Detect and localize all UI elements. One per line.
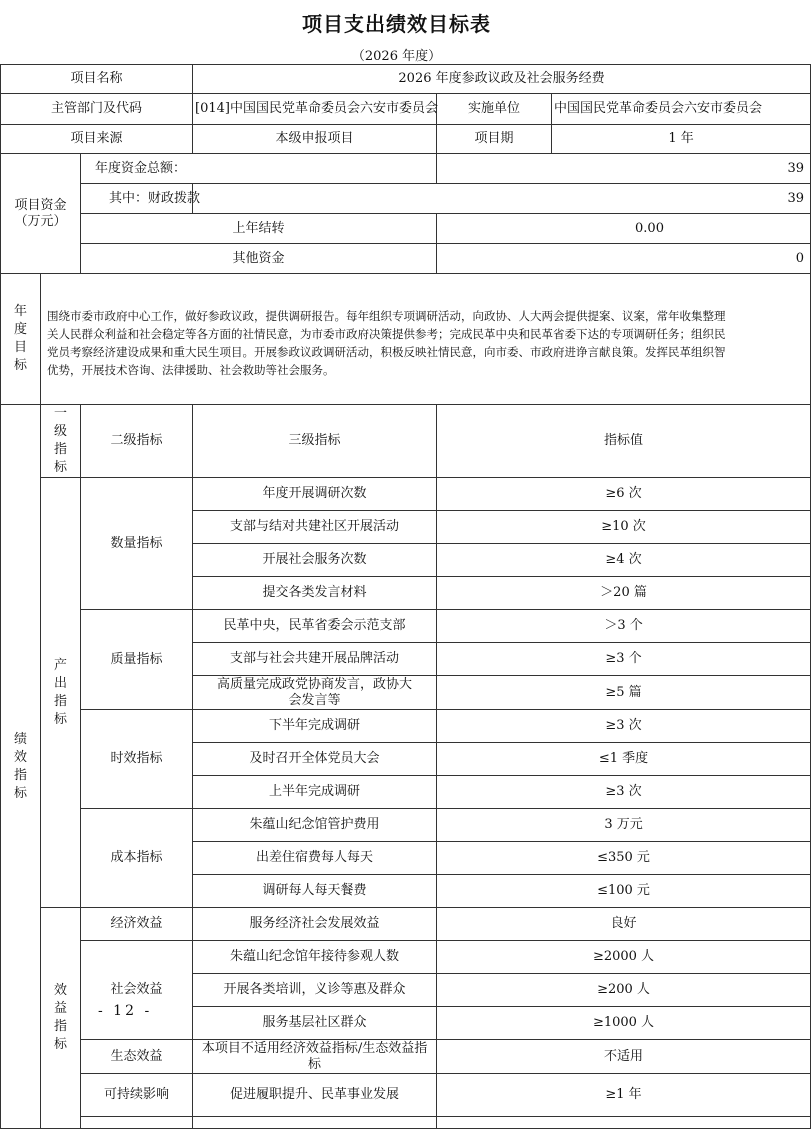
indicator-name: 提交各类发言材料 <box>193 577 437 610</box>
header-value: 指标值 <box>437 405 811 478</box>
indicator-value: 不适用 <box>437 1040 811 1074</box>
indicator-value: ＞3 个 <box>437 610 811 643</box>
indicator-value: ≥1000 人 <box>437 1007 811 1040</box>
indicator-value: ≥4 次 <box>437 544 811 577</box>
impl-value: 中国国民党革命委员会六安市委员会 <box>552 94 811 125</box>
funds-label-text: 项目资金 <box>14 197 67 213</box>
social-label-text: 社会效益 <box>110 982 163 997</box>
goal-line: 关人民群众利益和社会稳定等各方面的社情民意，为市委市政府决策提供参考；完成民革中央和民革省委下达的专项调研任务；组织民 <box>47 327 726 341</box>
indicator-name: 朱蕴山纪念馆年接待参观人数 <box>193 941 437 974</box>
year-subtitle: （2026 年度） <box>351 49 442 64</box>
indicator-name: 支部与社会共建开展品牌活动 <box>193 643 437 676</box>
project-name-label: 项目名称 <box>1 65 193 94</box>
indicator-name: 下半年完成调研 <box>193 710 437 743</box>
carry-label: 上年结转 <box>81 214 437 244</box>
indicator-value: ≤1 季度 <box>437 743 811 776</box>
indicator-value: ≥10 次 <box>437 511 811 544</box>
indicator-name: 服务基层社区群众 <box>193 1007 437 1040</box>
indicator-value: ≤100 元 <box>437 875 811 908</box>
total-funds-value: 39 <box>437 154 811 184</box>
indicator-value: ≥2000 人 <box>437 941 811 974</box>
indicator-value: ＞20 篇 <box>437 577 811 610</box>
indicator-value: ≥6 次 <box>437 478 811 511</box>
annual-goal-label: 年度目标 <box>1 274 41 405</box>
indicator-name: 上半年完成调研 <box>193 776 437 809</box>
indicator-value: ≥5 篇 <box>437 676 811 710</box>
indicator-name: 本项目不适用经济效益指标/生态效益指标 <box>193 1040 437 1074</box>
indicator-name: 出差住宿费每人每天 <box>193 842 437 875</box>
indicator-value: ≥3 次 <box>437 776 811 809</box>
output-indicator-label: 产出指标 <box>41 478 81 908</box>
funds-label <box>1 154 81 274</box>
funds-unit: （万元） <box>14 213 67 229</box>
indicator-name: 调研每人每天餐费 <box>193 875 437 908</box>
impl-label: 实施单位 <box>437 94 552 125</box>
total-funds-label: 年度资金总额： <box>81 154 437 184</box>
carry-value: 0.00 <box>437 214 811 244</box>
effect-indicator-label: 效益指标 <box>41 908 81 1129</box>
cost-label: 成本指标 <box>81 809 193 908</box>
indicator-value: ≥1 年 <box>437 1074 811 1117</box>
period-value: 1 年 <box>552 125 811 154</box>
indicator-value: ≥3 次 <box>437 710 811 743</box>
indicator-value: 3 万元 <box>437 809 811 842</box>
indicator-name: 服务经济社会发展效益 <box>193 908 437 941</box>
indicator-name: 朱蕴山纪念馆管护费用 <box>193 809 437 842</box>
indicator-name: 开展各类培训，义诊等惠及群众 <box>193 974 437 1007</box>
goal-line: 优势，开展技术咨询、法律援助、社会救助等社会服务。 <box>47 363 335 377</box>
header-level1: 一级指标 <box>41 405 81 478</box>
indicator-name: 民革中央，民革省委会示范支部 <box>193 610 437 643</box>
source-value: 本级申报项目 <box>193 125 437 154</box>
other-label: 其他资金 <box>81 244 437 274</box>
other-value: 0 <box>437 244 811 274</box>
quantity-label: 数量指标 <box>81 478 193 610</box>
goal-line: 围绕市委市政府中心工作，做好参政议政，提供调研报告。每年组织专项调研活动，向政协、人大两会提供提案、议案，常年收集整理 <box>47 309 726 323</box>
performance-table <box>0 64 811 1129</box>
economic-label: 经济效益 <box>81 908 193 941</box>
dept-value: [014]中国国民党革命委员会六安市委员会 <box>193 94 437 125</box>
indicator-name: 促进履职提升、民革事业发展 <box>193 1074 437 1117</box>
quality-label: 质量指标 <box>81 610 193 710</box>
fiscal-label: 其中：财政拨款 <box>81 184 193 214</box>
header-level2: 二级指标 <box>81 405 193 478</box>
goal-line: 党员考察经济建设成果和重大民生项目。开展参政议政调研活动，积极反映社情民意，向市委、市政府进诤言献良策。发挥民革组织智 <box>47 345 726 359</box>
timeliness-label: 时效指标 <box>81 710 193 809</box>
period-label: 项目期 <box>437 125 552 154</box>
indicator-name: 及时召开全体党员大会 <box>193 743 437 776</box>
header-level3: 三级指标 <box>193 405 437 478</box>
fiscal-value: 39 <box>193 184 811 214</box>
page-title: 项目支出绩效目标表 <box>302 12 491 36</box>
ecological-label: 生态效益 <box>81 1040 193 1074</box>
project-name-value: 2026 年度参政议政及社会服务经费 <box>193 65 811 94</box>
dept-label: 主管部门及代码 <box>1 94 193 125</box>
source-label: 项目来源 <box>1 125 193 154</box>
annual-goal-text <box>41 274 811 405</box>
indicator-value: ≤350 元 <box>437 842 811 875</box>
indicator-value: ≥3 个 <box>437 643 811 676</box>
sustainability-label: 可持续影响 <box>81 1074 193 1117</box>
perf-indicator-label: 绩效指标 <box>1 405 41 1129</box>
indicator-name: 开展社会服务次数 <box>193 544 437 577</box>
indicator-name: 年度开展调研次数 <box>193 478 437 511</box>
social-label <box>81 941 193 1040</box>
indicator-name: 支部与结对共建社区开展活动 <box>193 511 437 544</box>
page-number: - 12 - <box>98 1003 153 1019</box>
indicator-value: 良好 <box>437 908 811 941</box>
indicator-name: 高质量完成政党协商发言，政协大会发言等 <box>193 676 437 710</box>
indicator-value: ≥200 人 <box>437 974 811 1007</box>
